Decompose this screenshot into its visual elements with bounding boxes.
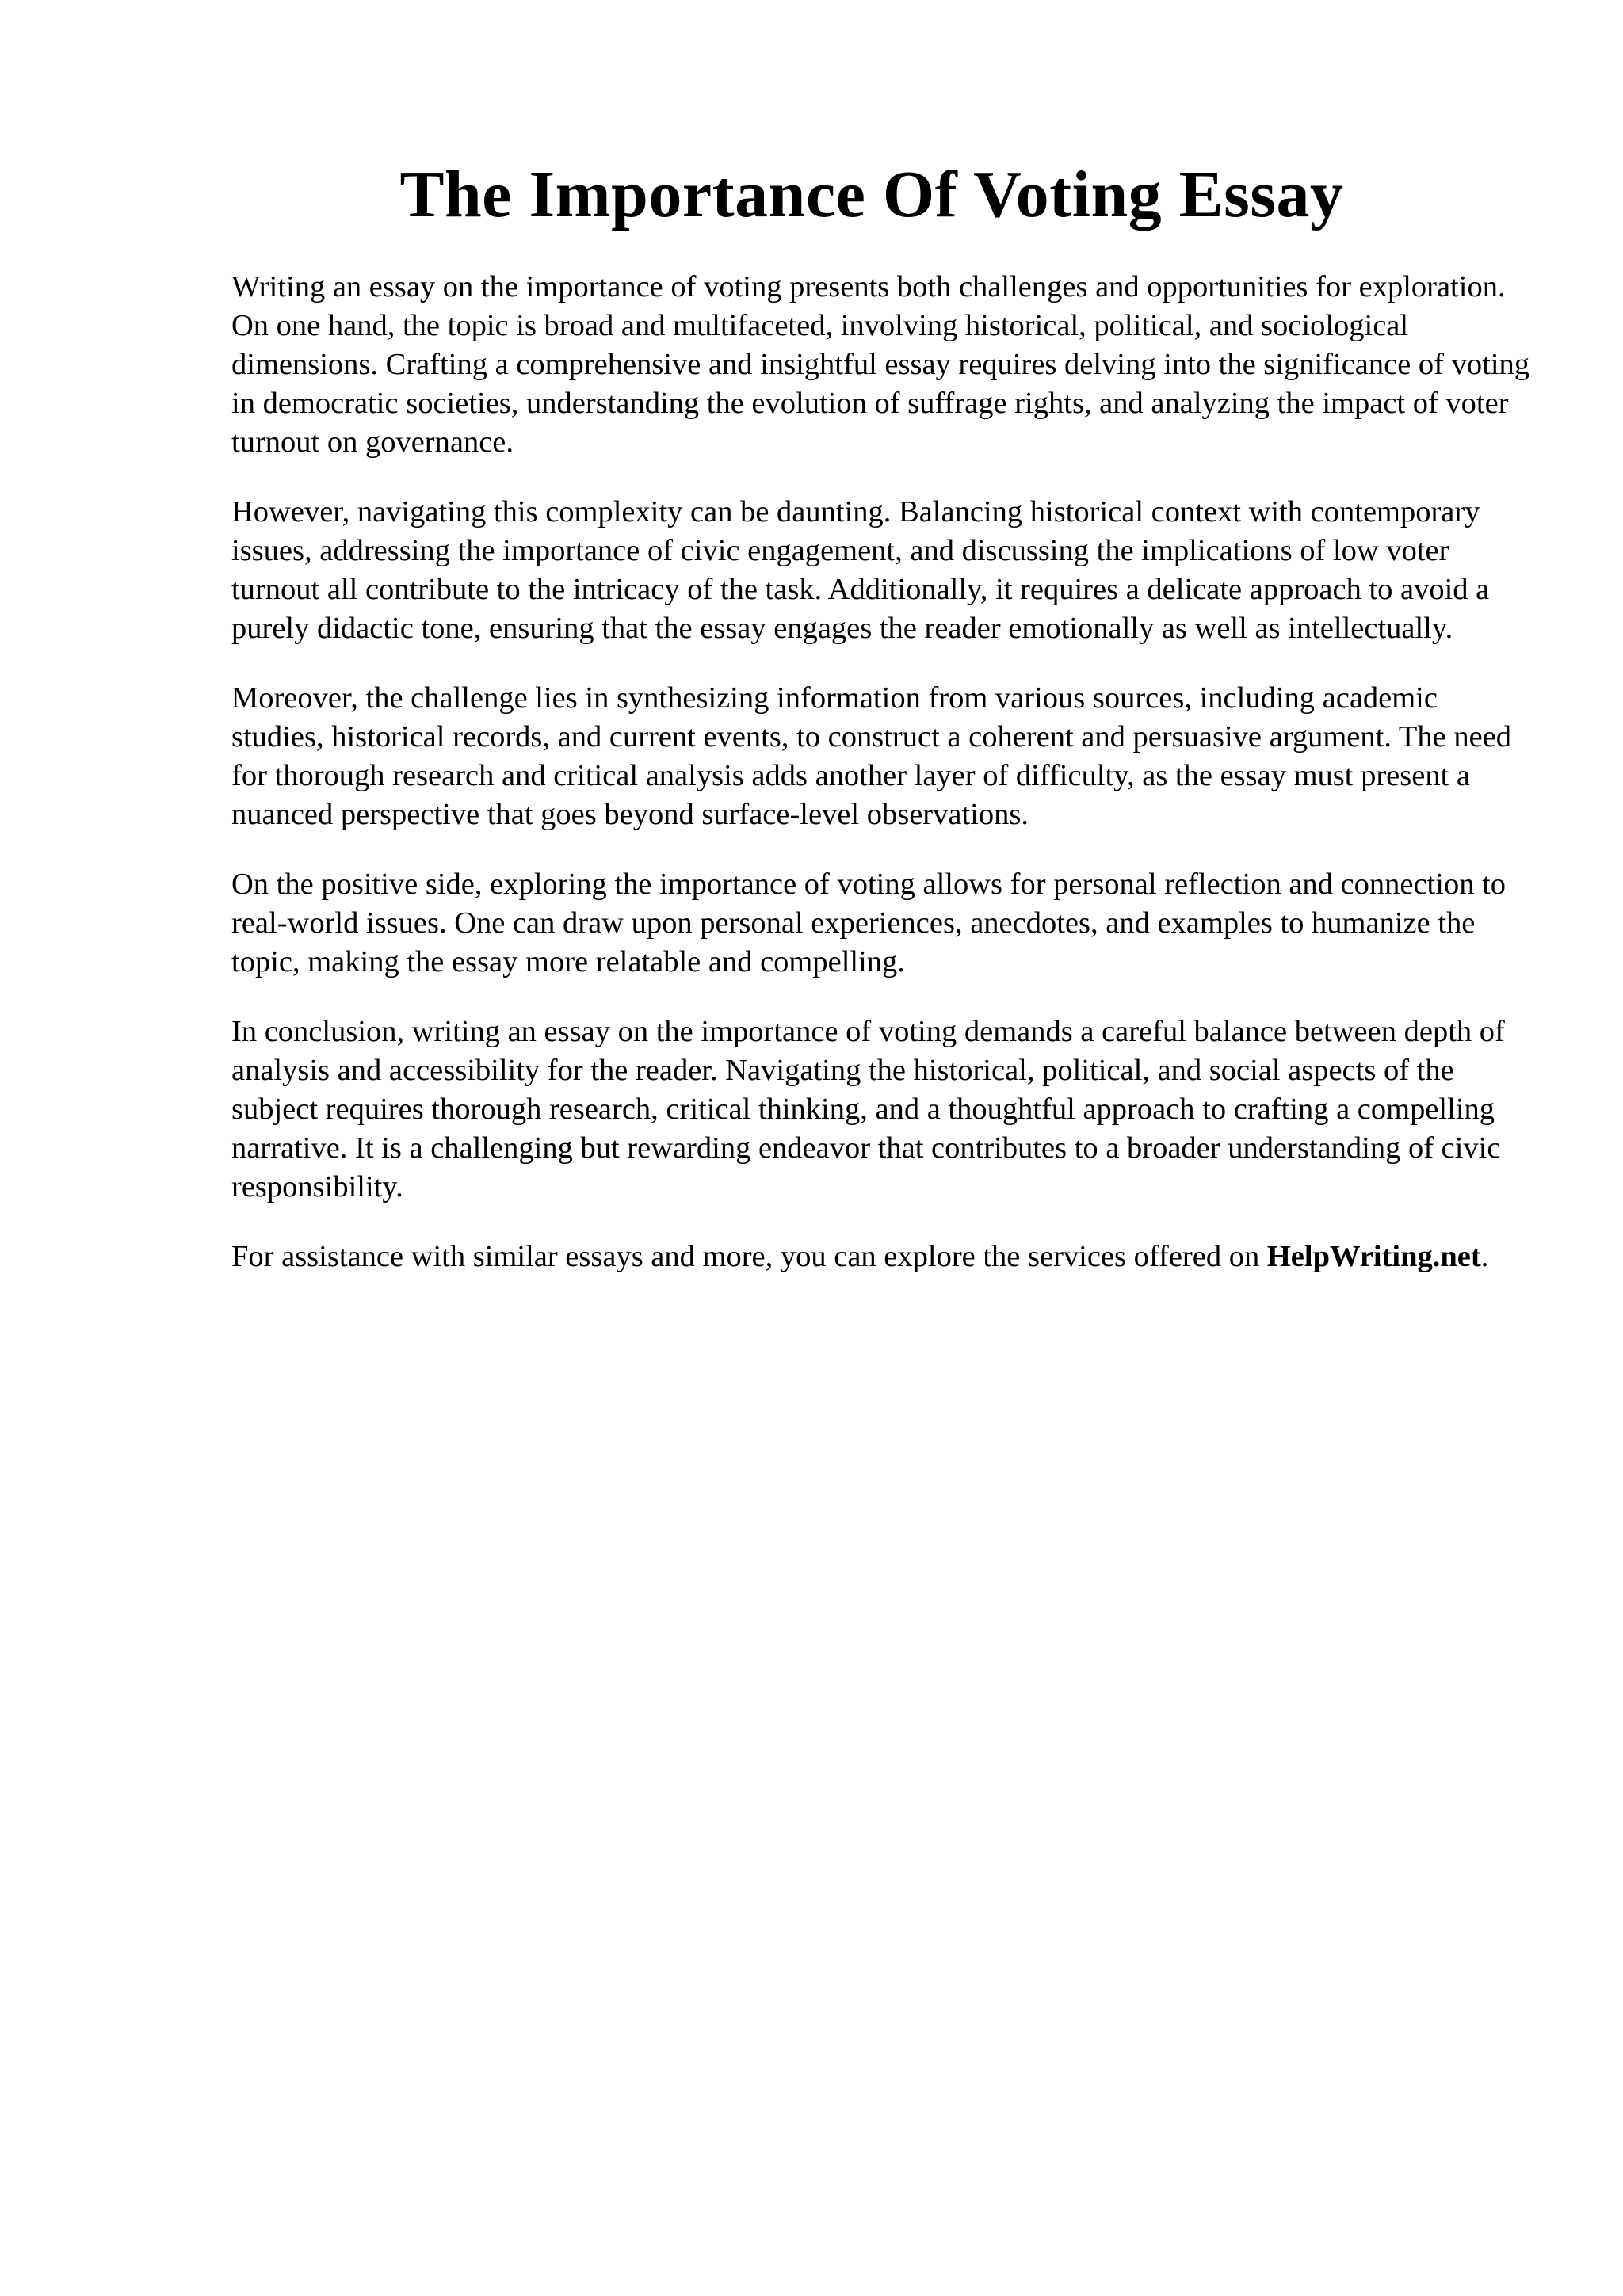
helpwriting-link[interactable]: HelpWriting.net	[1266, 1240, 1481, 1273]
paragraph-2: However, navigating this complexity can be daunting. Balancing historical context with contemporary issues, addressing the importance of civic engagement, and discussing the implications of low voter turnout all contribute to the intricacy of the task. Additionally, it requires a delicate approach to avoid a purely didactic tone, ensuring that the essay engages the reader emotionally as well as intellectually.	[231, 495, 1490, 645]
closing-paragraph	[231, 1238, 1531, 1276]
paragraph-4: On the positive side, exploring the importance of voting allows for personal reflection and connection to real-world issues. One can draw upon personal experiences, anecdotes, and examples to humanize the topic, making the essay more relatable and compelling.	[231, 868, 1507, 978]
paragraph-1: Writing an essay on the importance of voting presents both challenges and opportunities for exploration. On one hand, the topic is broad and multifaceted, involving historical, political, and sociological dimensions. Crafting a comprehensive and insightful essay requires delving into the significance of voting in democratic societies, understanding the evolution of suffrage rights, and analyzing the impact of voter turnout on governance.	[231, 270, 1530, 459]
paragraph-3: Moreover, the challenge lies in synthesizing information from various sources, including academic studies, historical records, and current events, to construct a coherent and persuasive argument. The need for thorough research and critical analysis adds another layer of difficulty, as the essay must present a nuanced perspective that goes beyond surface-level observations.	[231, 681, 1512, 831]
closing-text: For assistance with similar essays and more, you can explore the services offered on	[231, 1240, 1267, 1273]
closing-period: .	[1480, 1240, 1489, 1273]
document-title: The Importance Of Voting Essay	[399, 158, 1344, 231]
paragraph-5: In conclusion, writing an essay on the importance of voting demands a careful balance between depth of analysis and accessibility for the reader. Navigating the historical, political, and social aspects of the subject requires thorough research, critical thinking, and a thoughtful approach to crafting a compelling narrative. It is a challenging but rewarding endeavor that contributes to a broader understanding of civic responsibility.	[231, 1015, 1505, 1203]
document-body	[231, 268, 1531, 1307]
